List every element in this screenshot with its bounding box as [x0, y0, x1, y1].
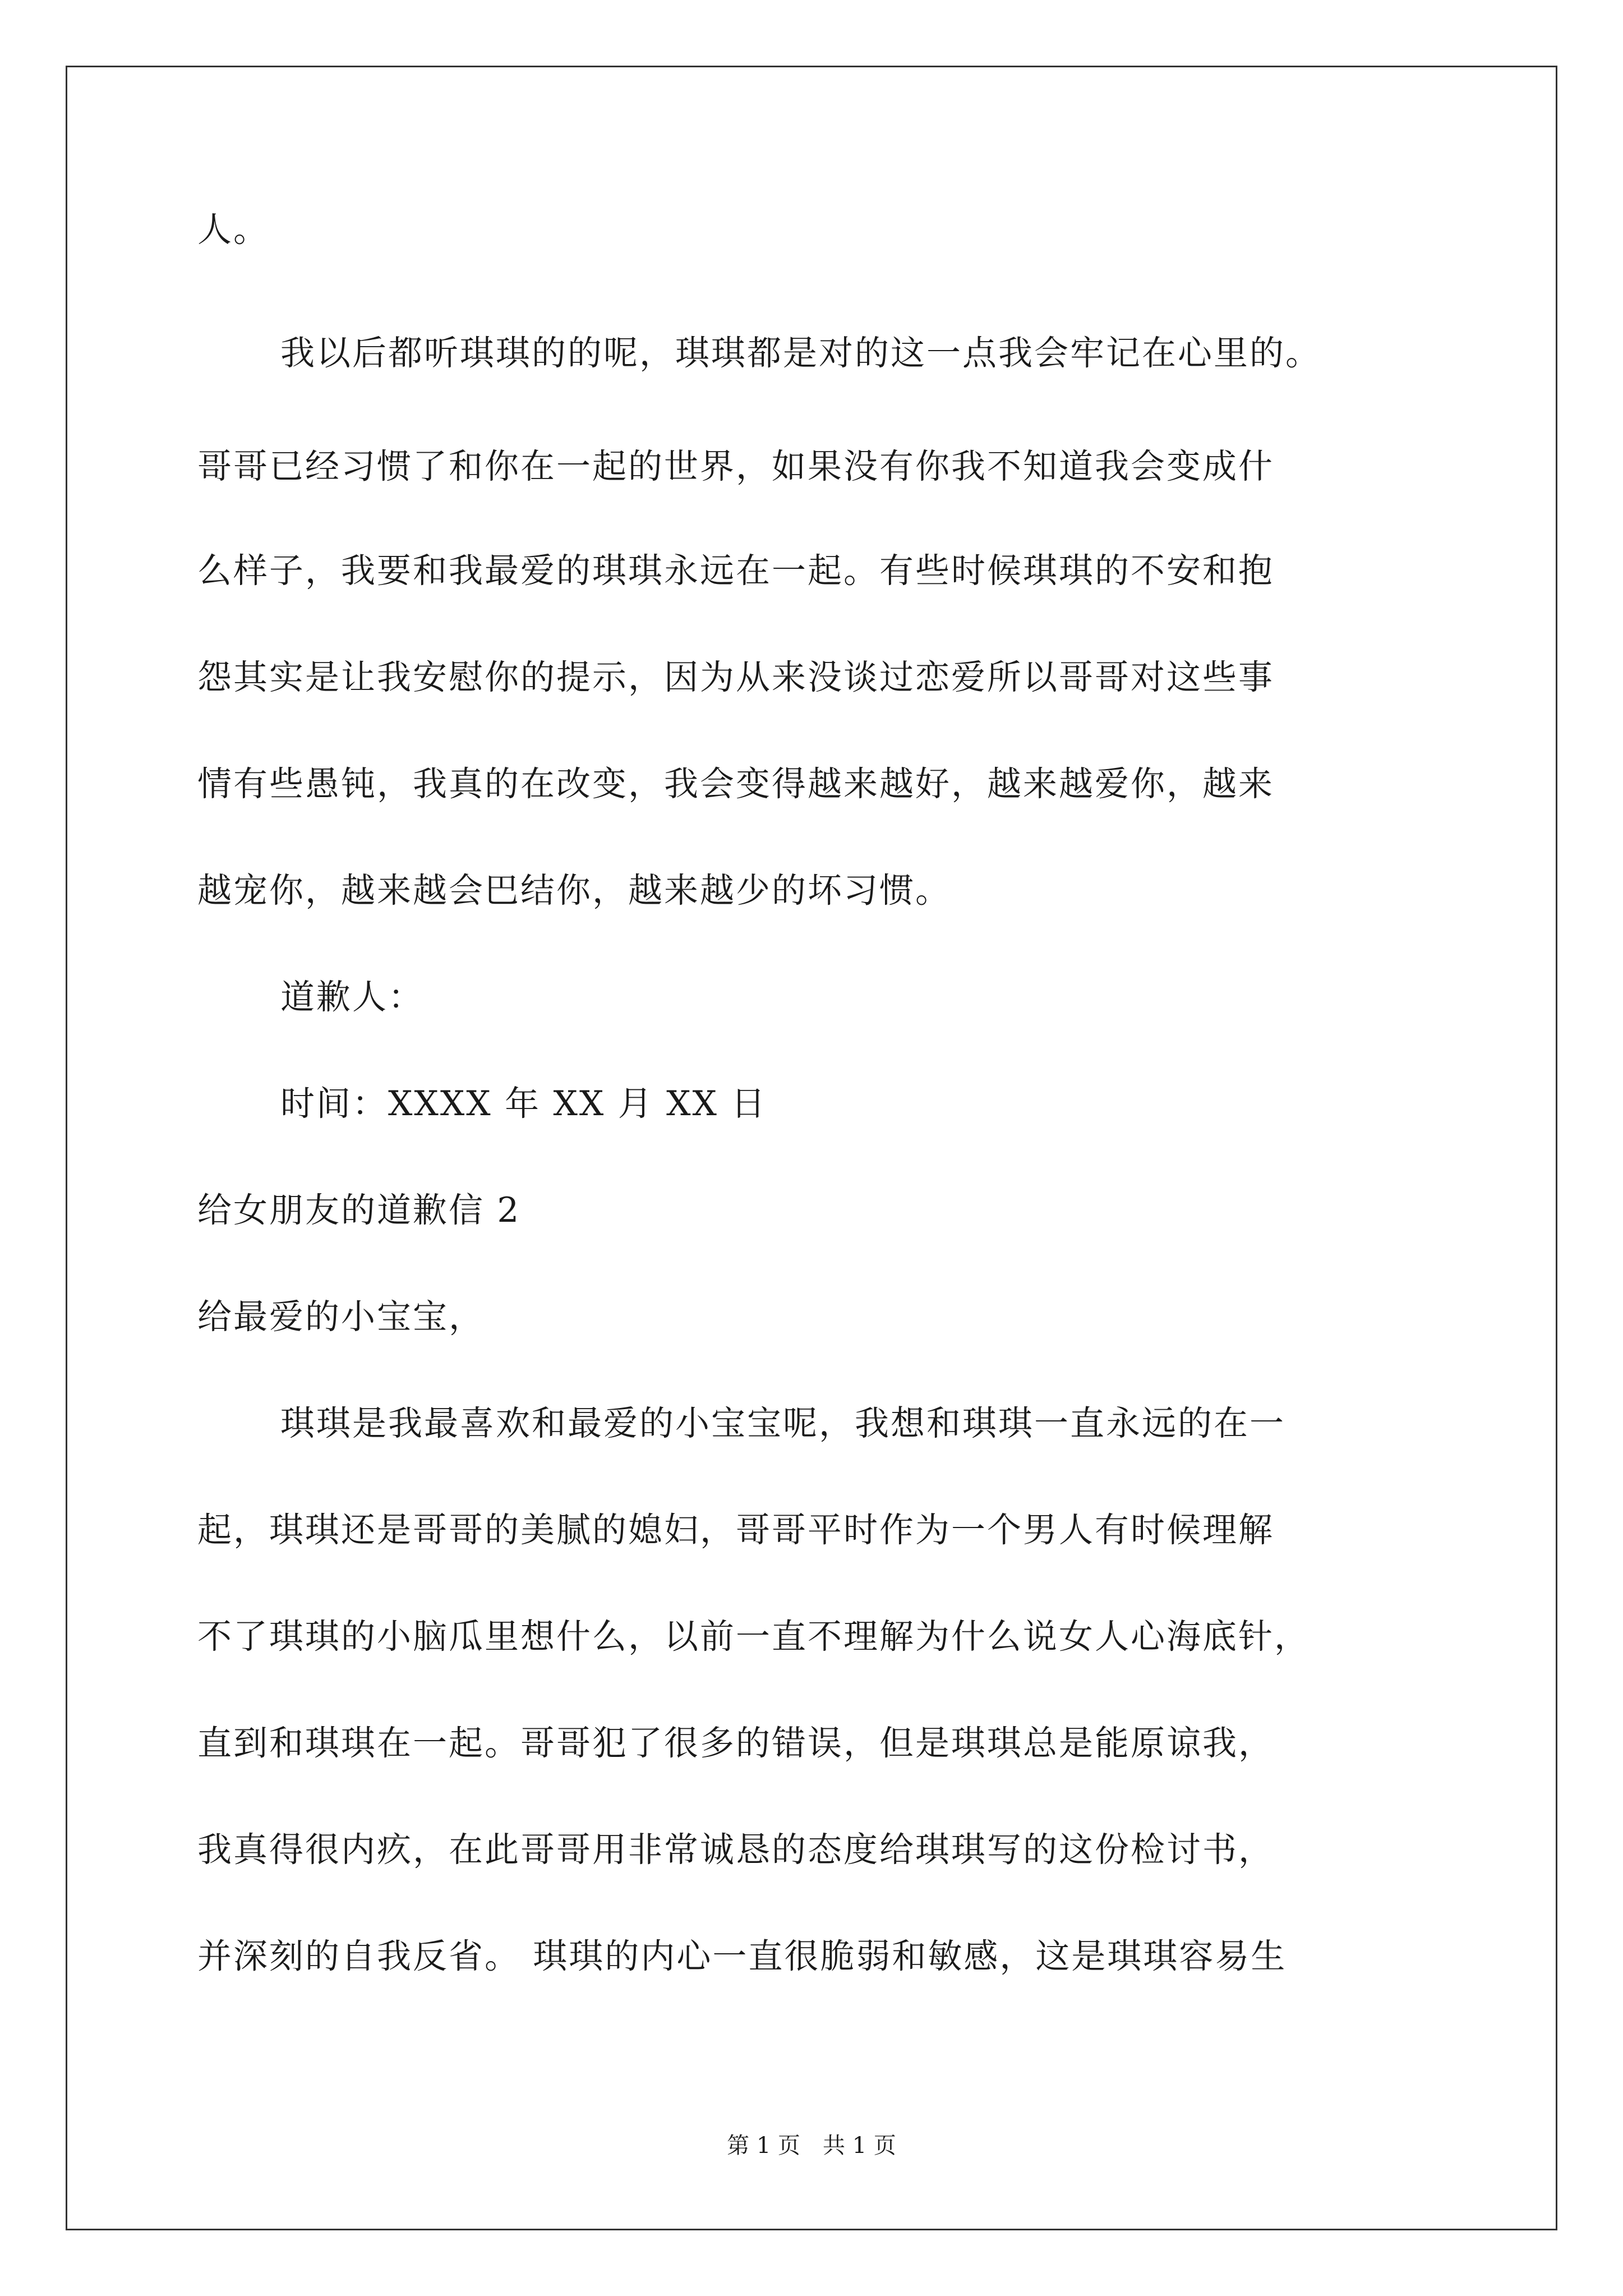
- text-line: 哥哥已经习惯了和你在一起的世界，如果没有你我不知道我会变成什: [197, 447, 1275, 486]
- text-line: 琪琪是我最喜欢和最爱的小宝宝呢，我想和琪琪一直永远的在一: [280, 1404, 1286, 1443]
- text-line: 并深刻的自我反省。 琪琪的内心一直很脆弱和敏感，这是琪琪容易生: [197, 1936, 1287, 1976]
- page-border: [66, 66, 1557, 2230]
- text-line: 起，琪琪还是哥哥的美腻的媳妇，哥哥平时作为一个男人有时候理解: [197, 1510, 1275, 1550]
- text-line: 直到和琪琪在一起。哥哥犯了很多的错误，但是琪琪总是能原谅我，: [197, 1723, 1275, 1763]
- date-line: 时间：XXXX 年 XX 月 XX 日: [280, 1084, 767, 1124]
- salutation: 给最爱的小宝宝，: [197, 1297, 485, 1337]
- section-title: 给女朋友的道歉信 2: [197, 1190, 521, 1230]
- text-line: 我以后都听琪琪的的呢，琪琪都是对的这一点我会牢记在心里的。: [280, 333, 1322, 373]
- text-line: 我真得很内疚，在此哥哥用非常诚恳的态度给琪琪写的这份检讨书，: [197, 1830, 1275, 1870]
- page-footer: 第 1 页 共 1 页: [727, 2133, 896, 2159]
- text-line: 怨其实是让我安慰你的提示，因为从来没谈过恋爱所以哥哥对这些事: [197, 657, 1275, 697]
- text-line: 越宠你，越来越会巴结你，越来越少的坏习惯。: [197, 871, 952, 910]
- text-line: 人。: [197, 210, 270, 250]
- text-line: 情有些愚钝，我真的在改变，我会变得越来越好，越来越爱你，越来: [197, 764, 1275, 804]
- text-line: 不了琪琪的小脑瓜里想什么，以前一直不理解为什么说女人心海底针，: [197, 1617, 1311, 1657]
- text-line: 么样子，我要和我最爱的琪琪永远在一起。有些时候琪琪的不安和抱: [197, 551, 1275, 591]
- signature-label: 道歉人：: [280, 977, 425, 1017]
